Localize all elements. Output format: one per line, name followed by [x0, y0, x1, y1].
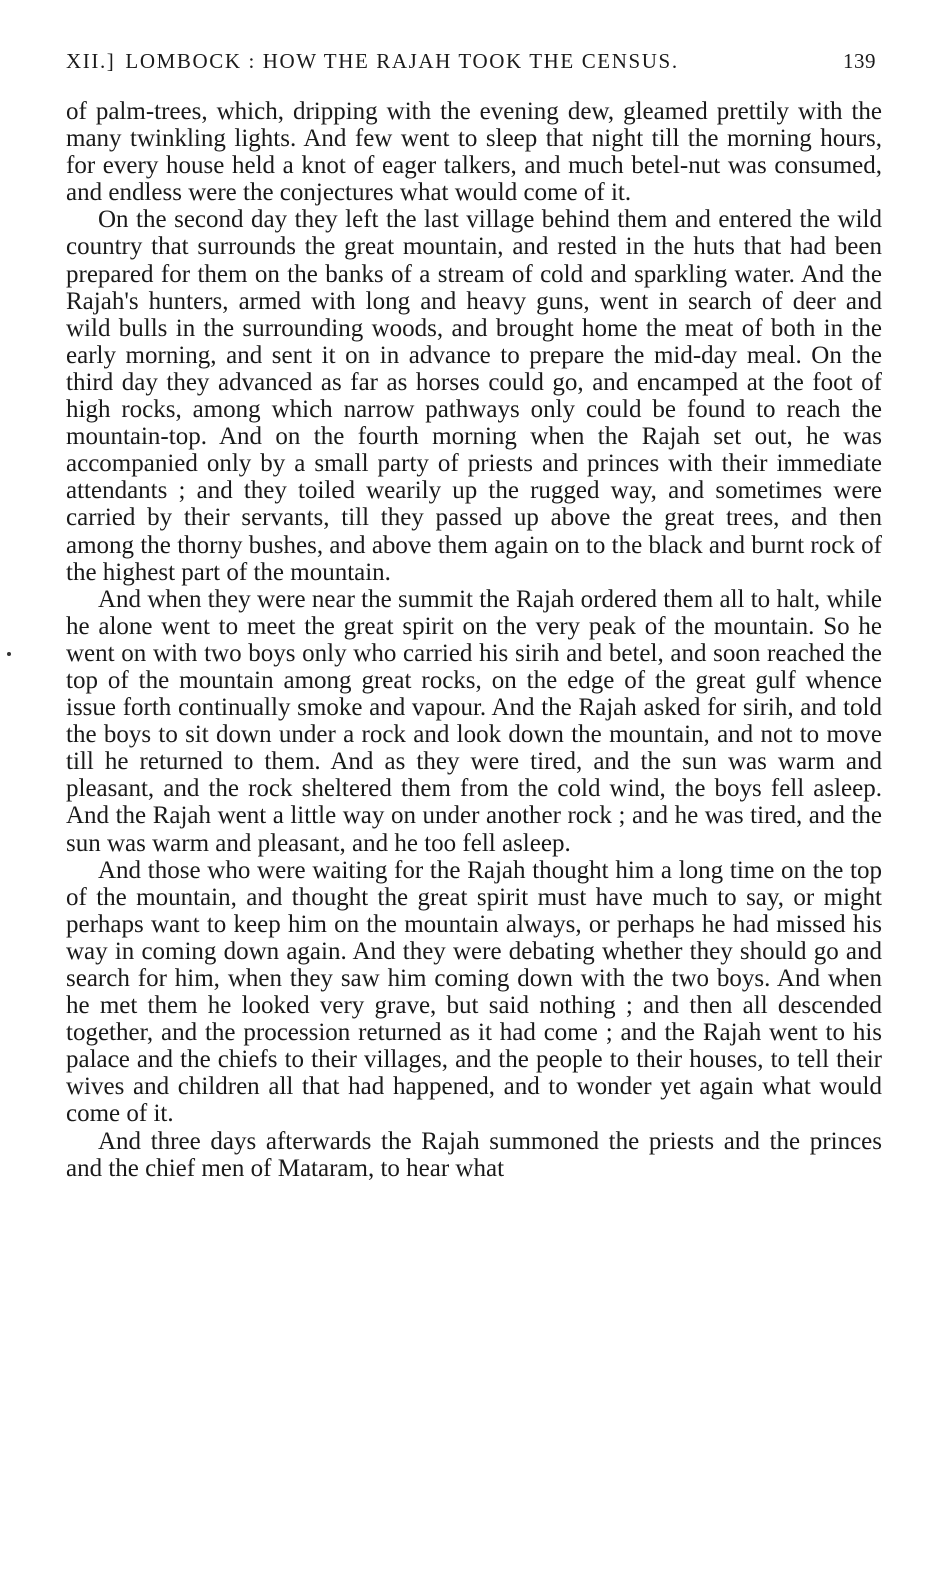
book-page — [66, 46, 882, 1182]
paragraph: On the second day they left the last village behind them and entered the wild country that surrounds the great mountain, and rested in the huts that had been prepared for them on the banks of a stream of cold and sparkling water. And the Rajah's hunters, armed with long and heavy guns, went in search of deer and wild bulls in the surrounding woods, and brought home the meat of both in the early morning, and sent it on in advance to prepare the mid-day meal. On the third day they advanced as far as horses could go, and encamped at the foot of high rocks, among which narrow pathways only could be found to reach the mountain-top. And on the fourth morning when the Rajah set out, he was accompanied only by a small party of priests and princes with their immediate attendants ; and they toiled wearily up the rugged way, and sometimes were carried by their servants, till they passed up above the great trees, and then among the thorny bushes, and above them again on to the black and burnt rock of the highest part of the mountain. — [66, 206, 882, 586]
running-head — [66, 46, 882, 76]
body-text — [66, 98, 882, 1182]
margin-speck — [7, 652, 11, 656]
paragraph-continued: of palm-trees, which, dripping with the evening dew, gleamed prettily with the many twinkling lights. And few went to sleep that night till the morning hours, for every house held a knot of eager talkers, and much betel-nut was consumed, and endless were the conjectures what would come of it. — [66, 98, 882, 207]
paragraph: And those who were waiting for the Rajah thought him a long time on the top of the mountain, and thought the great spirit must have much to say, or might perhaps want to keep him on the mountain always, or perhaps he had missed his way in coming down again. And they were debating whether they should go and search for him, when they saw him coming down with the two boys. And when he met them he looked very grave, but said nothing ; and then all descended together, and the procession returned as it had come ; and the Rajah went to his palace and the chiefs to their villages, and the people to their houses, to tell their wives and children all that had happened, and to wonder yet again what would come of it. — [66, 856, 882, 1128]
paragraph: And when they were near the summit the Rajah ordered them all to halt, while he alone went to meet the great spirit on the very peak of the mountain. So he went on with two boys only who carried his sirih and betel, and soon reached the top of the mountain among great rocks, on the edge of the great gulf whence issue forth continually smoke and vapour. And the Rajah asked for sirih, and told the boys to sit down under a rock and look down the mountain, and not to move till he returned to them. And as they were tired, and the sun was warm and pleasant, and the rock sheltered them from the cold wind, the boys fell asleep. And the Rajah went a little way on under another rock ; and he was tired, and the sun was warm and pleasant, and he too fell asleep. — [66, 585, 882, 857]
paragraph: And three days afterwards the Rajah summoned the priests and the princes and the chief men of Mataram, to hear what — [66, 1127, 882, 1182]
running-title: LOMBOCK : HOW THE RAJAH TOOK THE CENSUS. — [125, 49, 679, 73]
page-number: 139 — [843, 49, 876, 73]
chapter-number: XII.] — [66, 49, 116, 73]
